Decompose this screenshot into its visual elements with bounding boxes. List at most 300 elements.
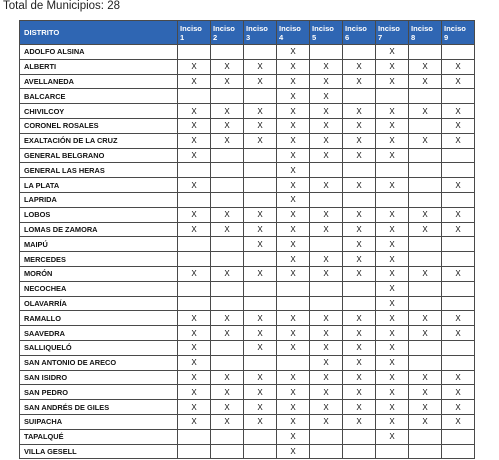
column-header-word: Inciso bbox=[378, 23, 400, 33]
table-row bbox=[20, 178, 475, 193]
inciso-cell-7 bbox=[376, 444, 409, 459]
inciso-cell-9: X bbox=[442, 222, 475, 237]
column-header-number: 6 bbox=[345, 32, 350, 42]
distrito-cell: GENERAL LAS HERAS bbox=[20, 163, 178, 178]
inciso-cell-9 bbox=[442, 429, 475, 444]
distrito-cell: MERCEDES bbox=[20, 252, 178, 267]
inciso-cell-6 bbox=[343, 444, 376, 459]
distrito-cell: MORÓN bbox=[20, 266, 178, 281]
inciso-cell-6: X bbox=[343, 311, 376, 326]
distrito-cell: CHIVILCOY bbox=[20, 104, 178, 119]
inciso-cell-8 bbox=[409, 252, 442, 267]
inciso-cell-2: X bbox=[211, 118, 244, 133]
inciso-cell-6: X bbox=[343, 59, 376, 74]
inciso-cell-7: X bbox=[376, 355, 409, 370]
inciso-cell-3: X bbox=[244, 59, 277, 74]
distrito-cell: ADOLFO ALSINA bbox=[20, 45, 178, 60]
inciso-cell-7 bbox=[376, 89, 409, 104]
inciso-cell-8 bbox=[409, 45, 442, 60]
inciso-cell-5: X bbox=[310, 74, 343, 89]
inciso-cell-1: X bbox=[178, 222, 211, 237]
inciso-cell-2 bbox=[211, 444, 244, 459]
inciso-cell-1 bbox=[178, 237, 211, 252]
inciso-cell-4: X bbox=[277, 148, 310, 163]
inciso-cell-6: X bbox=[343, 340, 376, 355]
inciso-cell-3: X bbox=[244, 326, 277, 341]
inciso-cell-9: X bbox=[442, 400, 475, 415]
inciso-cell-3: X bbox=[244, 104, 277, 119]
column-header-number: 8 bbox=[411, 32, 416, 42]
municipios-table bbox=[19, 20, 475, 459]
table-row bbox=[20, 59, 475, 74]
inciso-cell-3: X bbox=[244, 266, 277, 281]
inciso-cell-7: X bbox=[376, 385, 409, 400]
inciso-cell-2: X bbox=[211, 74, 244, 89]
column-header-number: 2 bbox=[213, 32, 218, 42]
inciso-cell-5: X bbox=[310, 340, 343, 355]
table-row bbox=[20, 74, 475, 89]
inciso-cell-4: X bbox=[277, 400, 310, 415]
inciso-cell-5 bbox=[310, 444, 343, 459]
inciso-cell-9 bbox=[442, 252, 475, 267]
inciso-cell-2: X bbox=[211, 414, 244, 429]
inciso-cell-8: X bbox=[409, 311, 442, 326]
table-row bbox=[20, 45, 475, 60]
inciso-cell-6 bbox=[343, 429, 376, 444]
inciso-cell-7: X bbox=[376, 207, 409, 222]
inciso-cell-5 bbox=[310, 163, 343, 178]
inciso-cell-4: X bbox=[277, 207, 310, 222]
inciso-cell-3 bbox=[244, 192, 277, 207]
inciso-cell-6: X bbox=[343, 385, 376, 400]
inciso-cell-9: X bbox=[442, 133, 475, 148]
table-row bbox=[20, 252, 475, 267]
inciso-cell-5 bbox=[310, 281, 343, 296]
table-row bbox=[20, 355, 475, 370]
inciso-cell-5: X bbox=[310, 355, 343, 370]
inciso-cell-4: X bbox=[277, 311, 310, 326]
inciso-cell-4: X bbox=[277, 118, 310, 133]
inciso-cell-3: X bbox=[244, 222, 277, 237]
table-row bbox=[20, 311, 475, 326]
column-header-inciso-9 bbox=[442, 21, 475, 45]
distrito-cell: LA PLATA bbox=[20, 178, 178, 193]
inciso-cell-3 bbox=[244, 89, 277, 104]
column-header-word: Inciso bbox=[411, 23, 433, 33]
inciso-cell-7: X bbox=[376, 148, 409, 163]
inciso-cell-9: X bbox=[442, 370, 475, 385]
inciso-cell-4: X bbox=[277, 385, 310, 400]
inciso-cell-5: X bbox=[310, 385, 343, 400]
column-header-word: Inciso bbox=[213, 23, 235, 33]
inciso-cell-5 bbox=[310, 237, 343, 252]
table-row bbox=[20, 281, 475, 296]
inciso-cell-1 bbox=[178, 429, 211, 444]
distrito-cell: BALCARCE bbox=[20, 89, 178, 104]
table-body bbox=[20, 45, 475, 459]
inciso-cell-4 bbox=[277, 355, 310, 370]
distrito-cell: AVELLANEDA bbox=[20, 74, 178, 89]
inciso-cell-4: X bbox=[277, 414, 310, 429]
inciso-cell-4: X bbox=[277, 326, 310, 341]
inciso-cell-2 bbox=[211, 163, 244, 178]
inciso-cell-8 bbox=[409, 444, 442, 459]
inciso-cell-2 bbox=[211, 45, 244, 60]
inciso-cell-2: X bbox=[211, 370, 244, 385]
inciso-cell-1: X bbox=[178, 178, 211, 193]
inciso-cell-8 bbox=[409, 237, 442, 252]
inciso-cell-6: X bbox=[343, 252, 376, 267]
inciso-cell-8 bbox=[409, 355, 442, 370]
inciso-cell-5: X bbox=[310, 104, 343, 119]
table-row bbox=[20, 207, 475, 222]
inciso-cell-3 bbox=[244, 148, 277, 163]
table-row bbox=[20, 222, 475, 237]
inciso-cell-8 bbox=[409, 118, 442, 133]
inciso-cell-1: X bbox=[178, 355, 211, 370]
inciso-cell-3 bbox=[244, 355, 277, 370]
distrito-cell: SAAVEDRA bbox=[20, 326, 178, 341]
column-header-inciso-6 bbox=[343, 21, 376, 45]
inciso-cell-8 bbox=[409, 163, 442, 178]
inciso-cell-6: X bbox=[343, 266, 376, 281]
inciso-cell-4: X bbox=[277, 74, 310, 89]
distrito-cell: LOMAS DE ZAMORA bbox=[20, 222, 178, 237]
table-row bbox=[20, 192, 475, 207]
inciso-cell-4: X bbox=[277, 444, 310, 459]
distrito-cell: LAPRIDA bbox=[20, 192, 178, 207]
inciso-cell-4: X bbox=[277, 340, 310, 355]
table-row bbox=[20, 89, 475, 104]
inciso-cell-5: X bbox=[310, 148, 343, 163]
inciso-cell-2 bbox=[211, 252, 244, 267]
inciso-cell-7: X bbox=[376, 118, 409, 133]
table-row bbox=[20, 163, 475, 178]
inciso-cell-4: X bbox=[277, 133, 310, 148]
distrito-cell: SAN PEDRO bbox=[20, 385, 178, 400]
table-row bbox=[20, 296, 475, 311]
inciso-cell-5: X bbox=[310, 133, 343, 148]
table-row bbox=[20, 133, 475, 148]
table-row bbox=[20, 429, 475, 444]
inciso-cell-7: X bbox=[376, 370, 409, 385]
column-header-inciso-8 bbox=[409, 21, 442, 45]
inciso-cell-4: X bbox=[277, 237, 310, 252]
inciso-cell-1: X bbox=[178, 414, 211, 429]
column-header-number: 9 bbox=[444, 32, 449, 42]
inciso-cell-5: X bbox=[310, 414, 343, 429]
inciso-cell-8: X bbox=[409, 326, 442, 341]
column-header-number: 4 bbox=[279, 32, 284, 42]
inciso-cell-7: X bbox=[376, 311, 409, 326]
column-header-word: Inciso bbox=[279, 23, 301, 33]
inciso-cell-8 bbox=[409, 296, 442, 311]
inciso-cell-9 bbox=[442, 163, 475, 178]
column-header-word: Inciso bbox=[345, 23, 367, 33]
inciso-cell-2 bbox=[211, 237, 244, 252]
inciso-cell-1 bbox=[178, 45, 211, 60]
inciso-cell-2 bbox=[211, 148, 244, 163]
total-municipios-label: Total de Municipios: 28 bbox=[3, 0, 120, 12]
inciso-cell-8: X bbox=[409, 104, 442, 119]
table-row bbox=[20, 237, 475, 252]
inciso-cell-1 bbox=[178, 444, 211, 459]
inciso-cell-9 bbox=[442, 89, 475, 104]
inciso-cell-6: X bbox=[343, 118, 376, 133]
inciso-cell-7: X bbox=[376, 222, 409, 237]
inciso-cell-8 bbox=[409, 192, 442, 207]
inciso-cell-5: X bbox=[310, 59, 343, 74]
distrito-cell: MAIPÚ bbox=[20, 237, 178, 252]
inciso-cell-3 bbox=[244, 163, 277, 178]
inciso-cell-2: X bbox=[211, 222, 244, 237]
inciso-cell-4: X bbox=[277, 104, 310, 119]
inciso-cell-6: X bbox=[343, 207, 376, 222]
inciso-cell-3 bbox=[244, 281, 277, 296]
inciso-cell-5: X bbox=[310, 326, 343, 341]
distrito-cell: SAN ANDRÉS DE GILES bbox=[20, 400, 178, 415]
inciso-cell-9: X bbox=[442, 266, 475, 281]
inciso-cell-6: X bbox=[343, 148, 376, 163]
inciso-cell-2 bbox=[211, 281, 244, 296]
distrito-cell: NECOCHEA bbox=[20, 281, 178, 296]
distrito-cell: OLAVARRÍA bbox=[20, 296, 178, 311]
inciso-cell-1 bbox=[178, 192, 211, 207]
inciso-cell-8 bbox=[409, 340, 442, 355]
inciso-cell-4: X bbox=[277, 45, 310, 60]
inciso-cell-7: X bbox=[376, 281, 409, 296]
distrito-cell: VILLA GESELL bbox=[20, 444, 178, 459]
inciso-cell-1: X bbox=[178, 104, 211, 119]
inciso-cell-4: X bbox=[277, 429, 310, 444]
table-row bbox=[20, 104, 475, 119]
inciso-cell-3: X bbox=[244, 370, 277, 385]
column-header-number: 7 bbox=[378, 32, 383, 42]
inciso-cell-5 bbox=[310, 192, 343, 207]
column-header-word: Inciso bbox=[312, 23, 334, 33]
inciso-cell-7 bbox=[376, 163, 409, 178]
inciso-cell-5: X bbox=[310, 370, 343, 385]
inciso-cell-9 bbox=[442, 355, 475, 370]
inciso-cell-2: X bbox=[211, 326, 244, 341]
inciso-cell-2 bbox=[211, 89, 244, 104]
column-header-number: 1 bbox=[180, 32, 185, 42]
distrito-cell: SAN ANTONIO DE ARECO bbox=[20, 355, 178, 370]
column-header-inciso-1 bbox=[178, 21, 211, 45]
inciso-cell-2 bbox=[211, 192, 244, 207]
inciso-cell-3: X bbox=[244, 414, 277, 429]
inciso-cell-7: X bbox=[376, 400, 409, 415]
inciso-cell-8 bbox=[409, 89, 442, 104]
inciso-cell-4 bbox=[277, 281, 310, 296]
inciso-cell-3: X bbox=[244, 340, 277, 355]
inciso-cell-3: X bbox=[244, 118, 277, 133]
inciso-cell-1: X bbox=[178, 326, 211, 341]
inciso-cell-6: X bbox=[343, 74, 376, 89]
distrito-cell: SAN ISIDRO bbox=[20, 370, 178, 385]
inciso-cell-3 bbox=[244, 429, 277, 444]
inciso-cell-1: X bbox=[178, 118, 211, 133]
inciso-cell-1: X bbox=[178, 59, 211, 74]
inciso-cell-6 bbox=[343, 89, 376, 104]
inciso-cell-1: X bbox=[178, 148, 211, 163]
inciso-cell-1: X bbox=[178, 266, 211, 281]
inciso-cell-3 bbox=[244, 178, 277, 193]
inciso-cell-9 bbox=[442, 281, 475, 296]
inciso-cell-3 bbox=[244, 296, 277, 311]
inciso-cell-7: X bbox=[376, 74, 409, 89]
inciso-cell-4: X bbox=[277, 370, 310, 385]
inciso-cell-6 bbox=[343, 281, 376, 296]
inciso-cell-8: X bbox=[409, 133, 442, 148]
inciso-cell-5: X bbox=[310, 252, 343, 267]
distrito-cell: GENERAL BELGRANO bbox=[20, 148, 178, 163]
table-row bbox=[20, 385, 475, 400]
table-row bbox=[20, 444, 475, 459]
inciso-cell-6: X bbox=[343, 104, 376, 119]
inciso-cell-9 bbox=[442, 296, 475, 311]
inciso-cell-9: X bbox=[442, 385, 475, 400]
inciso-cell-5 bbox=[310, 429, 343, 444]
table-row bbox=[20, 340, 475, 355]
inciso-cell-9: X bbox=[442, 59, 475, 74]
table-row bbox=[20, 148, 475, 163]
inciso-cell-5: X bbox=[310, 89, 343, 104]
inciso-cell-1: X bbox=[178, 74, 211, 89]
inciso-cell-3: X bbox=[244, 237, 277, 252]
inciso-cell-6 bbox=[343, 192, 376, 207]
inciso-cell-7: X bbox=[376, 429, 409, 444]
column-header-inciso-3 bbox=[244, 21, 277, 45]
inciso-cell-7: X bbox=[376, 133, 409, 148]
inciso-cell-3 bbox=[244, 45, 277, 60]
column-header-number: 3 bbox=[246, 32, 251, 42]
inciso-cell-9 bbox=[442, 148, 475, 163]
inciso-cell-6: X bbox=[343, 237, 376, 252]
inciso-cell-1 bbox=[178, 281, 211, 296]
column-header-number: 5 bbox=[312, 32, 317, 42]
column-header-inciso-4 bbox=[277, 21, 310, 45]
inciso-cell-4: X bbox=[277, 163, 310, 178]
inciso-cell-9: X bbox=[442, 311, 475, 326]
inciso-cell-1: X bbox=[178, 311, 211, 326]
inciso-cell-6: X bbox=[343, 178, 376, 193]
table-row bbox=[20, 266, 475, 281]
inciso-cell-9 bbox=[442, 45, 475, 60]
inciso-cell-5: X bbox=[310, 222, 343, 237]
inciso-cell-1 bbox=[178, 252, 211, 267]
inciso-cell-8: X bbox=[409, 400, 442, 415]
inciso-cell-1: X bbox=[178, 340, 211, 355]
inciso-cell-7: X bbox=[376, 266, 409, 281]
distrito-cell: ALBERTI bbox=[20, 59, 178, 74]
inciso-cell-7: X bbox=[376, 45, 409, 60]
inciso-cell-6: X bbox=[343, 326, 376, 341]
inciso-cell-8: X bbox=[409, 370, 442, 385]
inciso-cell-9 bbox=[442, 192, 475, 207]
inciso-cell-2 bbox=[211, 355, 244, 370]
inciso-cell-3: X bbox=[244, 207, 277, 222]
inciso-cell-8: X bbox=[409, 222, 442, 237]
inciso-cell-2 bbox=[211, 296, 244, 311]
inciso-cell-6: X bbox=[343, 414, 376, 429]
inciso-cell-7: X bbox=[376, 59, 409, 74]
inciso-cell-2: X bbox=[211, 266, 244, 281]
inciso-cell-9: X bbox=[442, 104, 475, 119]
inciso-cell-2: X bbox=[211, 133, 244, 148]
inciso-cell-2: X bbox=[211, 385, 244, 400]
inciso-cell-2 bbox=[211, 178, 244, 193]
column-header-inciso-2 bbox=[211, 21, 244, 45]
inciso-cell-8 bbox=[409, 148, 442, 163]
inciso-cell-1: X bbox=[178, 385, 211, 400]
inciso-cell-9: X bbox=[442, 207, 475, 222]
inciso-cell-9: X bbox=[442, 118, 475, 133]
distrito-cell: CORONEL ROSALES bbox=[20, 118, 178, 133]
inciso-cell-2: X bbox=[211, 400, 244, 415]
inciso-cell-7: X bbox=[376, 178, 409, 193]
inciso-cell-7: X bbox=[376, 414, 409, 429]
inciso-cell-3: X bbox=[244, 385, 277, 400]
inciso-cell-5 bbox=[310, 45, 343, 60]
header-row bbox=[20, 21, 475, 45]
table-header bbox=[20, 21, 475, 45]
inciso-cell-4: X bbox=[277, 192, 310, 207]
inciso-cell-4: X bbox=[277, 89, 310, 104]
inciso-cell-1: X bbox=[178, 207, 211, 222]
inciso-cell-2: X bbox=[211, 104, 244, 119]
column-header-word: Inciso bbox=[180, 23, 202, 33]
inciso-cell-8: X bbox=[409, 266, 442, 281]
inciso-cell-6 bbox=[343, 163, 376, 178]
inciso-cell-7: X bbox=[376, 296, 409, 311]
inciso-cell-1 bbox=[178, 163, 211, 178]
inciso-cell-2 bbox=[211, 340, 244, 355]
inciso-cell-8: X bbox=[409, 59, 442, 74]
distrito-cell: SALLIQUELÓ bbox=[20, 340, 178, 355]
distrito-cell: RAMALLO bbox=[20, 311, 178, 326]
inciso-cell-8: X bbox=[409, 385, 442, 400]
inciso-cell-1 bbox=[178, 89, 211, 104]
distrito-cell: EXALTACIÓN DE LA CRUZ bbox=[20, 133, 178, 148]
inciso-cell-1: X bbox=[178, 133, 211, 148]
inciso-cell-9 bbox=[442, 340, 475, 355]
inciso-cell-7: X bbox=[376, 340, 409, 355]
distrito-cell: LOBOS bbox=[20, 207, 178, 222]
inciso-cell-6: X bbox=[343, 370, 376, 385]
distrito-cell: SUIPACHA bbox=[20, 414, 178, 429]
table-row bbox=[20, 118, 475, 133]
inciso-cell-4: X bbox=[277, 266, 310, 281]
inciso-cell-1 bbox=[178, 296, 211, 311]
inciso-cell-9 bbox=[442, 237, 475, 252]
inciso-cell-5: X bbox=[310, 266, 343, 281]
column-header-distrito: DISTRITO bbox=[20, 21, 178, 45]
inciso-cell-3: X bbox=[244, 311, 277, 326]
inciso-cell-1: X bbox=[178, 370, 211, 385]
inciso-cell-5 bbox=[310, 296, 343, 311]
inciso-cell-8: X bbox=[409, 207, 442, 222]
table-row bbox=[20, 370, 475, 385]
inciso-cell-6: X bbox=[343, 222, 376, 237]
inciso-cell-9: X bbox=[442, 178, 475, 193]
inciso-cell-6 bbox=[343, 45, 376, 60]
inciso-cell-3 bbox=[244, 252, 277, 267]
inciso-cell-1: X bbox=[178, 400, 211, 415]
inciso-cell-4: X bbox=[277, 59, 310, 74]
inciso-cell-6 bbox=[343, 296, 376, 311]
inciso-cell-2: X bbox=[211, 207, 244, 222]
